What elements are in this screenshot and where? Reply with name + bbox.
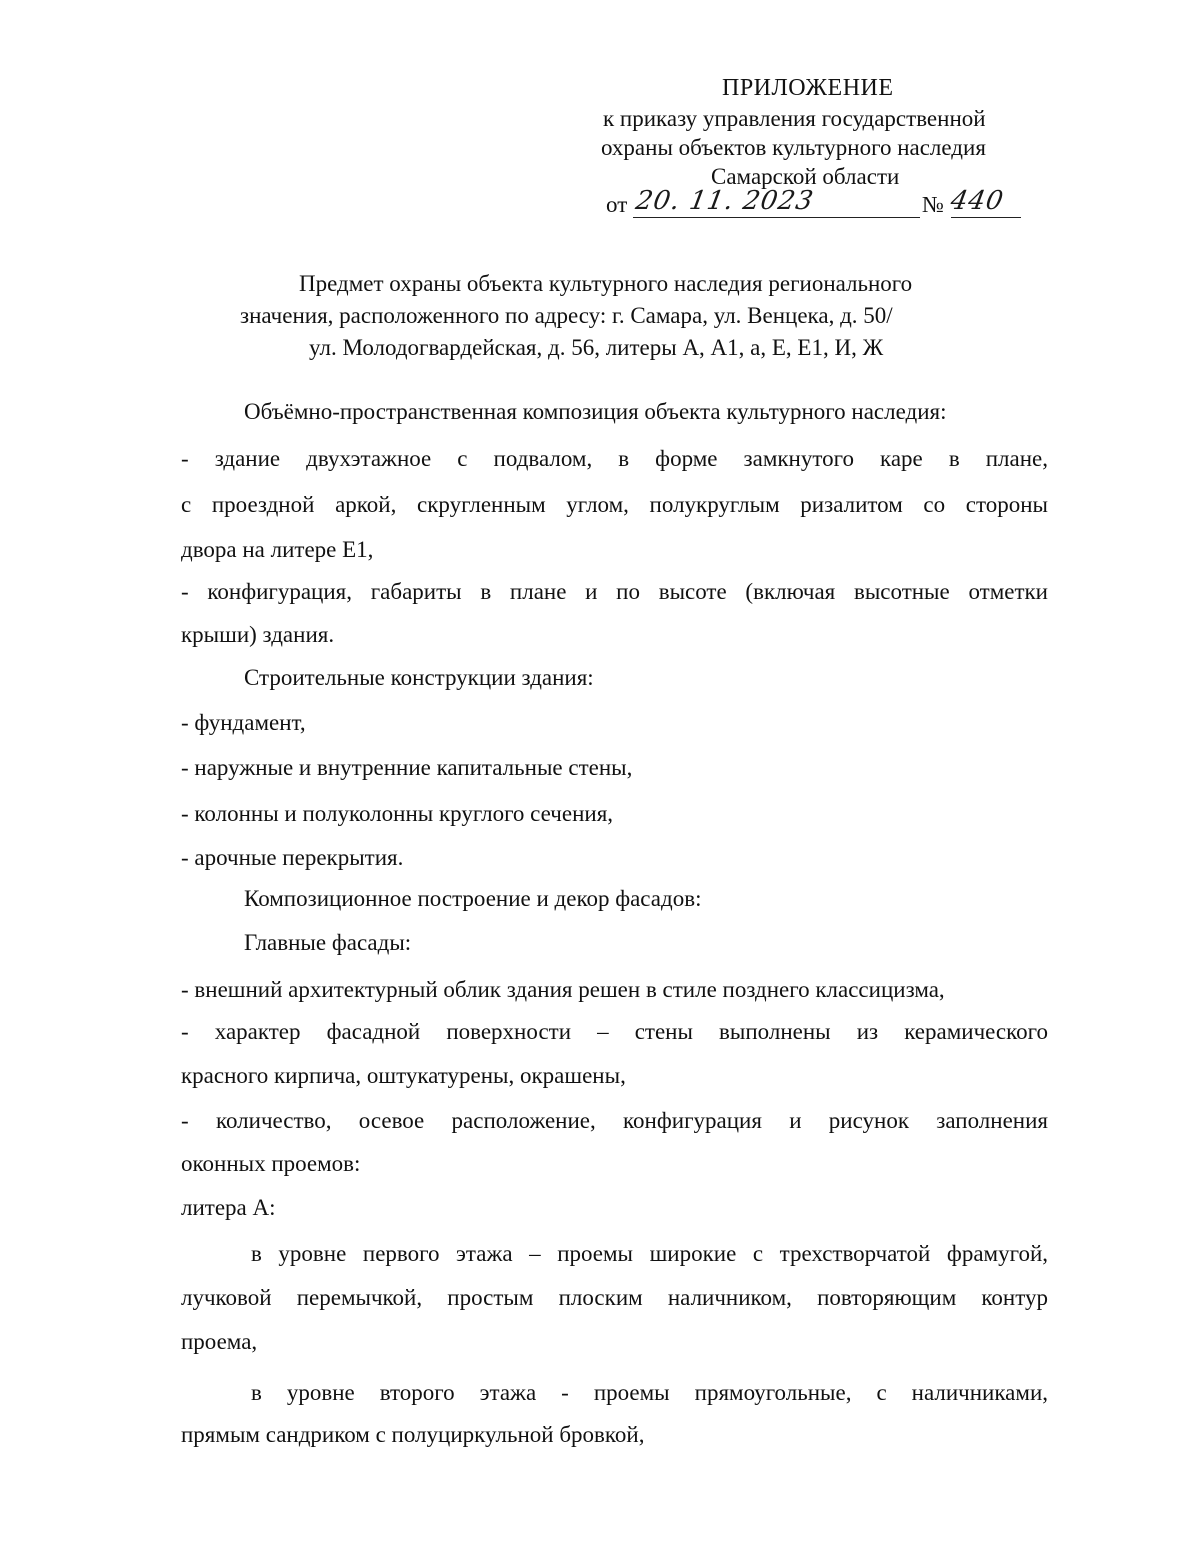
list-item: - арочные перекрытия. [181, 845, 404, 870]
text-line: двора на литере Е1, [181, 537, 374, 562]
appendix-title: ПРИЛОЖЕНИЕ [722, 75, 894, 101]
text-line: - здание двухэтажное с подвалом, в форме замкнутого каре в плане, [181, 446, 1048, 471]
section-heading: Композиционное построение и декор фасадов: [244, 886, 702, 911]
text-line: - характер фасадной поверхности – стены выполнены из керамического [181, 1019, 1048, 1044]
document-heading-line: Предмет охраны объекта культурного наследия регионального [299, 271, 913, 296]
list-item: - колонны и полуколонны круглого сечения, [181, 801, 614, 826]
text-line: - количество, осевое расположение, конфигурация и рисунок заполнения [181, 1108, 1048, 1133]
number-underline [951, 217, 1021, 218]
section-heading: Главные фасады: [244, 930, 412, 955]
text-line: оконных проемов: [181, 1151, 361, 1176]
section-heading: Строительные конструкции здания: [244, 665, 594, 690]
list-item: - внешний архитектурный облик здания решен в стиле позднего классицизма, [181, 977, 945, 1002]
section-heading: Объёмно-пространственная композиция объекта культурного наследия: [244, 399, 947, 424]
text-line: в уровне второго этажа - проемы прямоугольные, с наличниками, [251, 1380, 1048, 1405]
text-line: с проездной аркой, скругленным углом, полукруглым ризалитом со стороны [181, 492, 1048, 517]
text-line: красного кирпича, оштукатурены, окрашены, [181, 1063, 626, 1088]
appendix-subtitle-line: Самарской области [711, 164, 900, 189]
appendix-subtitle-line: охраны объектов культурного наследия [601, 135, 986, 160]
number-prefix: № [922, 192, 944, 217]
handwritten-date: 20. 11. 2023 [633, 186, 817, 216]
date-underline [633, 217, 920, 218]
appendix-subtitle-line: к приказу управления государственной [603, 106, 986, 131]
document-heading-line: значения, расположенного по адресу: г. Самара, ул. Венцека, д. 50/ [240, 303, 893, 328]
document-heading-line: ул. Молодогвардейская, д. 56, литеры А, А1, а, Е, Е1, И, Ж [309, 335, 884, 360]
text-line: крыши) здания. [181, 622, 335, 647]
subsection-heading: литера А: [181, 1195, 276, 1220]
text-line: прямым сандриком с полуциркульной бровкой, [181, 1422, 645, 1447]
text-line: лучковой перемычкой, простым плоским наличником, повторяющим контур [181, 1285, 1048, 1310]
list-item: - фундамент, [181, 710, 306, 735]
order-date-number [606, 186, 1026, 220]
text-line: - конфигурация, габариты в плане и по высоте (включая высотные отметки [181, 579, 1048, 604]
list-item: - наружные и внутренние капитальные стены, [181, 755, 633, 780]
text-line: проема, [181, 1329, 258, 1354]
handwritten-number: 440 [948, 186, 1007, 216]
date-prefix: от [606, 192, 628, 217]
text-line: в уровне первого этажа – проемы широкие с трехстворчатой фрамугой, [251, 1241, 1048, 1266]
